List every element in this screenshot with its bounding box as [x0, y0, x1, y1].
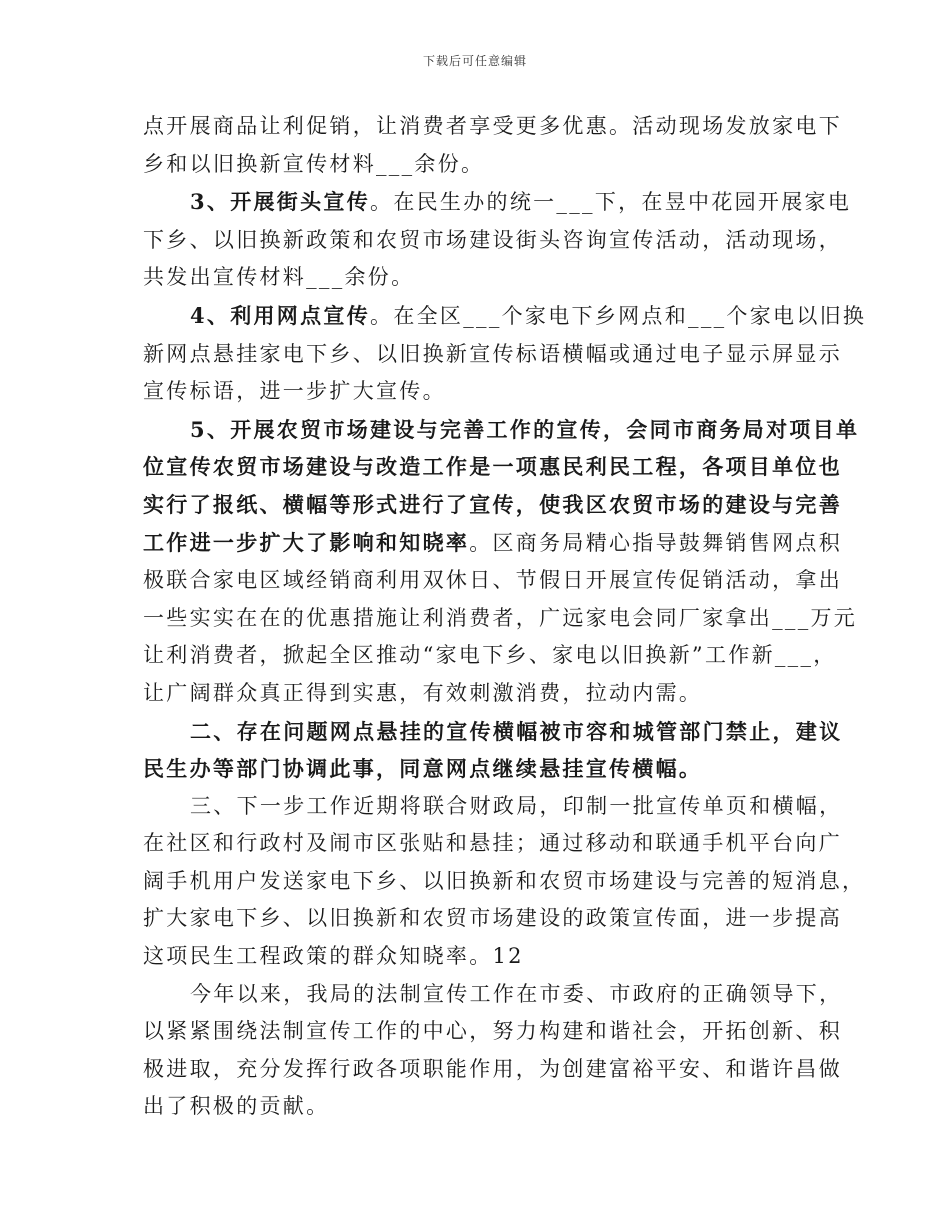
text-line: 阔手机用户发送家电下乡、以旧换新和农贸市场建设与完善的短消息，: [143, 868, 866, 893]
paragraph-next-steps: [143, 788, 866, 976]
text-line: [143, 297, 867, 336]
text-line-bold: 民生办等部门协调此事，同意网点继续悬挂宣传横幅。: [143, 756, 703, 782]
text-run: 。在民生办的统一___下，在昱中花园开展家电: [370, 190, 852, 215]
text-line: 让利消费者，掀起全区推动“家电下乡、家电以旧换新”工作新___，: [143, 643, 837, 668]
text-line-bold: 二、存在问题网点悬挂的宣传横幅被市容和城管部门禁止，建议: [190, 718, 843, 744]
paragraph-legal-publicity: [143, 976, 843, 1126]
text-line: 一些实实在在的优惠措施让利消费者，广远家电会同厂家拿出___万元: [143, 605, 858, 630]
text-run: 。区商务局精心指导鼓舞销售网点积: [469, 530, 843, 555]
text-line: 在社区和行政村及闹市区张贴和悬挂；通过移动和联通手机平台向广: [143, 831, 842, 856]
text-line-bold: 5、开展农贸市场建设与完善工作的宣传，会同市商务局对项目单: [190, 416, 860, 442]
document-body: [143, 108, 867, 1126]
text-line: 极进取，充分发挥行政各项职能作用，为创建富裕平安、和谐许昌做: [143, 1056, 842, 1081]
text-line: 共发出宣传材料___余份。: [143, 265, 415, 290]
bold-lead: 3、开展街头宣传: [190, 189, 371, 215]
header-note: 下载后可任意编辑: [422, 54, 527, 68]
text-line: 乡和以旧换新宣传材料___余份。: [143, 151, 485, 176]
text-line: 让广阔群众真正得到实惠，有效刺激消费，拉动内需。: [143, 680, 703, 705]
paragraph-existing-problems: [143, 713, 843, 788]
paragraph-market-construction: [143, 411, 860, 713]
text-line: 今年以来，我局的法制宣传工作在市委、市政府的正确领导下，: [190, 981, 843, 1006]
text-line: 宣传标语，进一步扩大宣传。: [143, 379, 446, 404]
text-line: [143, 524, 843, 563]
paragraph-outlet-publicity: [143, 297, 867, 411]
text-line: 三、下一步工作近期将联合财政局，印制一批宣传单页和横幅，: [190, 793, 843, 818]
paragraph-promotion-continuation: [143, 108, 842, 183]
text-line-bold: 实行了报纸、横幅等形式进行了宣传，使我区农贸市场的建设与完善: [143, 491, 842, 517]
bold-lead: 4、利用网点宣传: [190, 302, 371, 328]
text-run: 。在全区___个家电下乡网点和___个家电以旧换: [370, 303, 867, 328]
text-line: 新网点悬挂家电下乡、以旧换新宣传标语横幅或通过电子显示屏显示: [143, 341, 842, 366]
paragraph-street-publicity: [143, 183, 852, 297]
text-line: 点开展商品让利促销，让消费者享受更多优惠。活动现场发放家电下: [143, 114, 842, 138]
text-line: 以紧紧围绕法制宣传工作的中心，努力构建和谐社会，开拓创新、积: [143, 1019, 842, 1044]
text-line: 出了积极的贡献。: [143, 1094, 330, 1119]
bold-run: 工作进一步扩大了影响和知晓率: [143, 529, 470, 555]
text-line: 下乡、以旧换新政策和农贸市场建设街头咨询宣传活动，活动现场，: [143, 227, 842, 252]
text-line: 极联合家电区域经销商利用双休日、节假日开展宣传促销活动，拿出: [143, 568, 842, 593]
text-line-bold: 位宣传农贸市场建设与改造工作是一项惠民利民工程，各项目单位也: [143, 454, 842, 480]
text-line: [143, 183, 852, 222]
text-line: 扩大家电下乡、以旧换新和农贸市场建设的政策宣传面，进一步提高: [143, 906, 842, 931]
text-line: 这项民生工程政策的群众知晓率。12: [143, 944, 524, 969]
